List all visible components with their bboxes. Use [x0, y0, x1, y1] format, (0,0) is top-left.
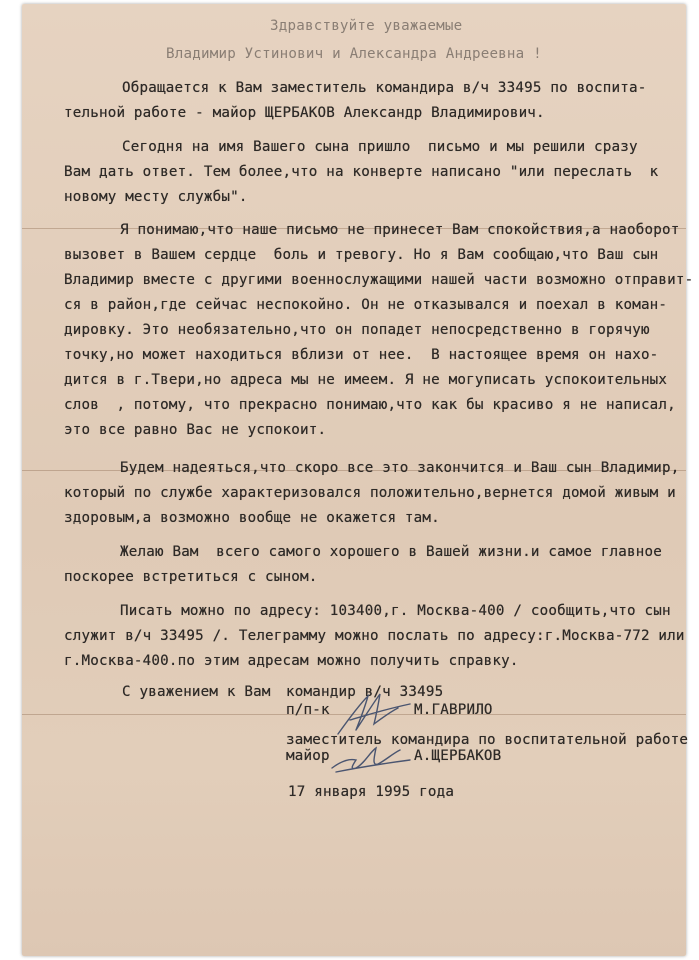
paragraph-4-line: Будем надеяться,что скоро все это закончится и Ваш сын Владимир,	[120, 460, 680, 476]
deputy-title: заместитель командира по воспитательной работе	[286, 732, 689, 748]
paragraph-3-line: ся в район,где сейчас неспокойно. Он не отказывался и поехал в коман-	[64, 297, 668, 313]
paragraph-3-line: это все равно Вас не успокоит.	[64, 422, 327, 438]
paragraph-1-line: тельной работе - майор ЩЕРБАКОВ Александр Владимирович.	[64, 105, 545, 121]
paragraph-6-line: служит в/ч 33495 /. Телеграмму можно послать по адресу:г.Москва-772 или	[64, 628, 685, 644]
paragraph-2-line: Сегодня на имя Вашего сына пришло письмо и мы решили сразу	[122, 139, 638, 155]
salutation: Здравствуйте уважаемые	[270, 18, 463, 34]
paragraph-3-line: Я понимаю,что наше письмо не принесет Вам спокойствия,а наоборот	[120, 222, 680, 238]
commander-name: М.ГАВРИЛО	[414, 702, 493, 718]
deputy-name: А.ЩЕРБАКОВ	[414, 748, 502, 764]
commander-rank: п/п-к	[286, 702, 330, 718]
paragraph-3-line: точку,но может находиться вблизи от нее. В настоящее время он нахо-	[64, 347, 659, 363]
deputy-rank: майор	[286, 748, 330, 764]
paragraph-3-line: вызовет в Вашем сердце боль и тревогу. Но я Вам сообщаю,что Ваш сын	[64, 247, 659, 263]
paragraph-4-line: который по службе характеризовался положительно,вернется домой живым и	[64, 485, 676, 501]
deputy-signature	[326, 738, 422, 778]
paragraph-2-line: новому месту службы".	[64, 189, 248, 205]
paragraph-3-line: дится в г.Твери,но адреса мы не имеем. Я не могуписать успокоительных	[64, 372, 668, 388]
letter-date: 17 января 1995 года	[288, 784, 455, 800]
paragraph-4-line: здоровым,а возможно вообще не окажется там.	[64, 510, 440, 526]
addressees: Владимир Устинович и Александра Андреевна !	[166, 46, 542, 62]
paragraph-2-line: Вам дать ответ. Тем более,что на конверте написано "или переслать к	[64, 164, 659, 180]
paragraph-5-line: Желаю Вам всего самого хорошего в Вашей жизни.и самое главное	[120, 544, 662, 560]
paragraph-3-line: дировку. Это необязательно,что он попадет непосредственно в горячую	[64, 322, 650, 338]
closing: С уважением к Вам	[122, 684, 271, 700]
paragraph-3-line: слов , потому, что прекрасно понимаю,что как бы красиво я не написал,	[64, 397, 676, 413]
paragraph-6-line: Писать можно по адресу: 103400,г. Москва-400 / сообщить,что сын	[120, 603, 671, 619]
paragraph-6-line: г.Москва-400.по этим адресам можно получить справку.	[64, 653, 519, 669]
paragraph-3-line: Владимир вместе с другими военнослужащими нашей части возможно отправит-	[64, 272, 694, 288]
commander-title: командир в/ч 33495	[286, 684, 444, 700]
commander-signature	[330, 690, 420, 740]
paragraph-1-line: Обращается к Вам заместитель командира в/ч 33495 по воспита-	[122, 80, 647, 96]
paragraph-5-line: поскорее встретиться с сыном.	[64, 569, 318, 585]
